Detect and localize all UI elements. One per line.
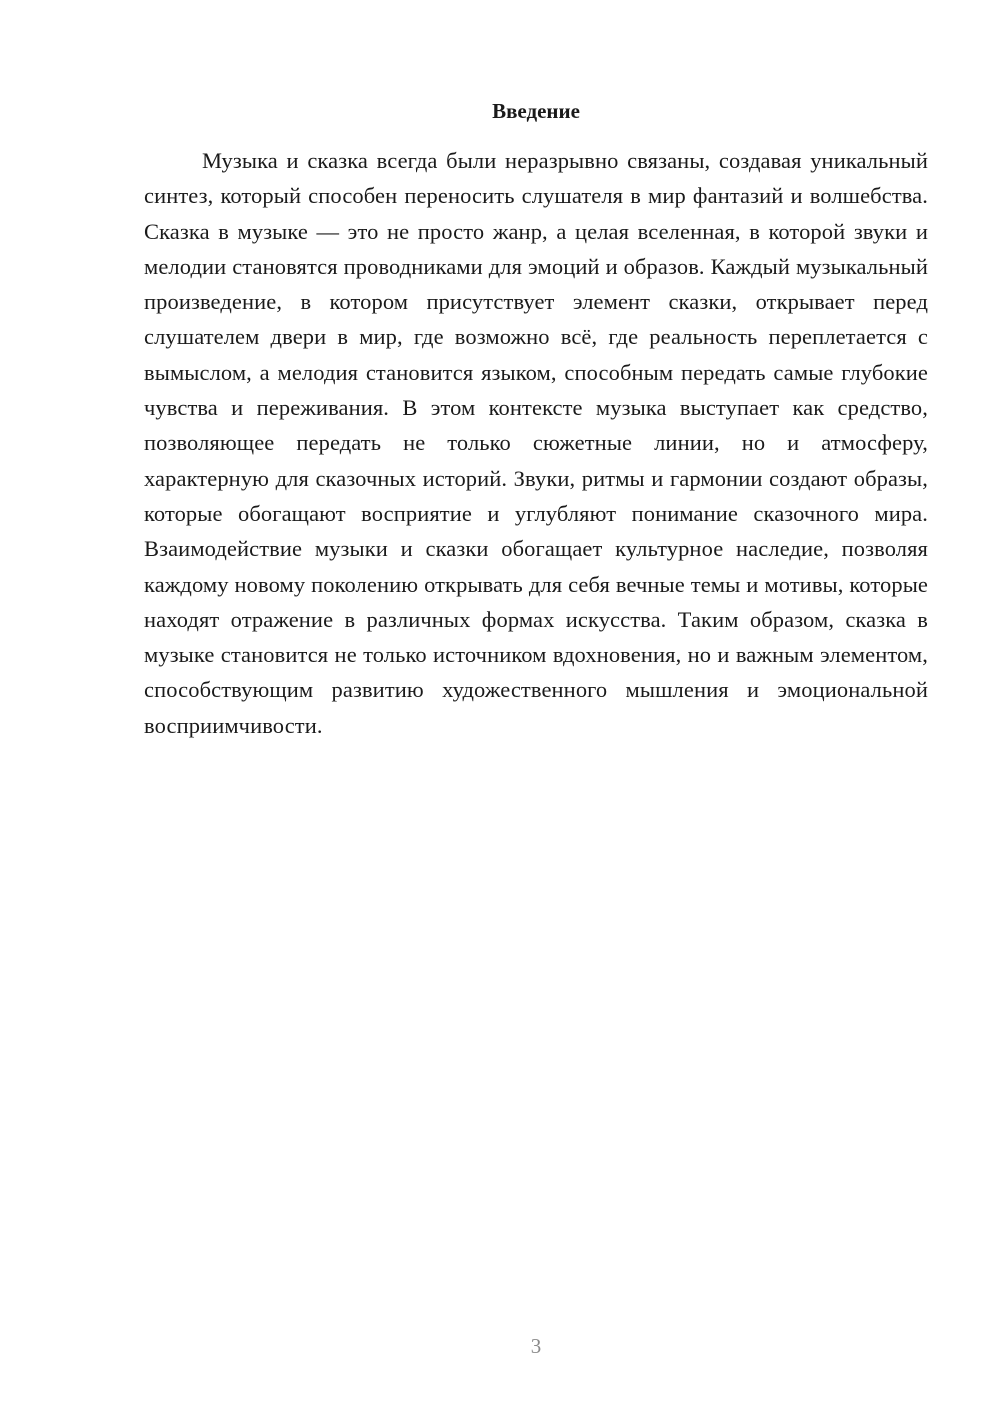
body-paragraph: Музыка и сказка всегда были неразрывно связаны, создавая уникальный синтез, который способен переносить слушателя в мир фантазий и волшебства. Сказка в музыке — это не просто жанр, а целая вселенная, в которой звуки и мелодии становятся проводниками для эмоций и образов. Каждый музыкальный произведение, в котором присутствует элемент сказки, открывает перед слушателем двери в мир, где возможно всё, где реальность переплетается с вымыслом, а мелодия становится языком, способным передать самые глубокие чувства и переживания. В этом контексте музыка выступает как средство, позволяющее передать не только сюжетные линии, но и атмосферу, характерную для сказочных историй. Звуки, ритмы и гармонии создают образы, которые обогащают восприятие и углубляют понимание сказочного мира. Взаимодействие музыки и сказки обогащает культурное наследие, позволяя каждому новому поколению открывать для себя вечные темы и мотивы, которые находят отражение в различных формах искусства. Таким образом, сказка в музыке становится не только источником вдохновения, но и важным элементом, способствующим развитию художественного мышления и эмоциональной восприимчивости. bbox=[144, 148, 928, 738]
section-heading: Введение bbox=[492, 99, 580, 123]
page-number: 3 bbox=[530, 1334, 542, 1358]
